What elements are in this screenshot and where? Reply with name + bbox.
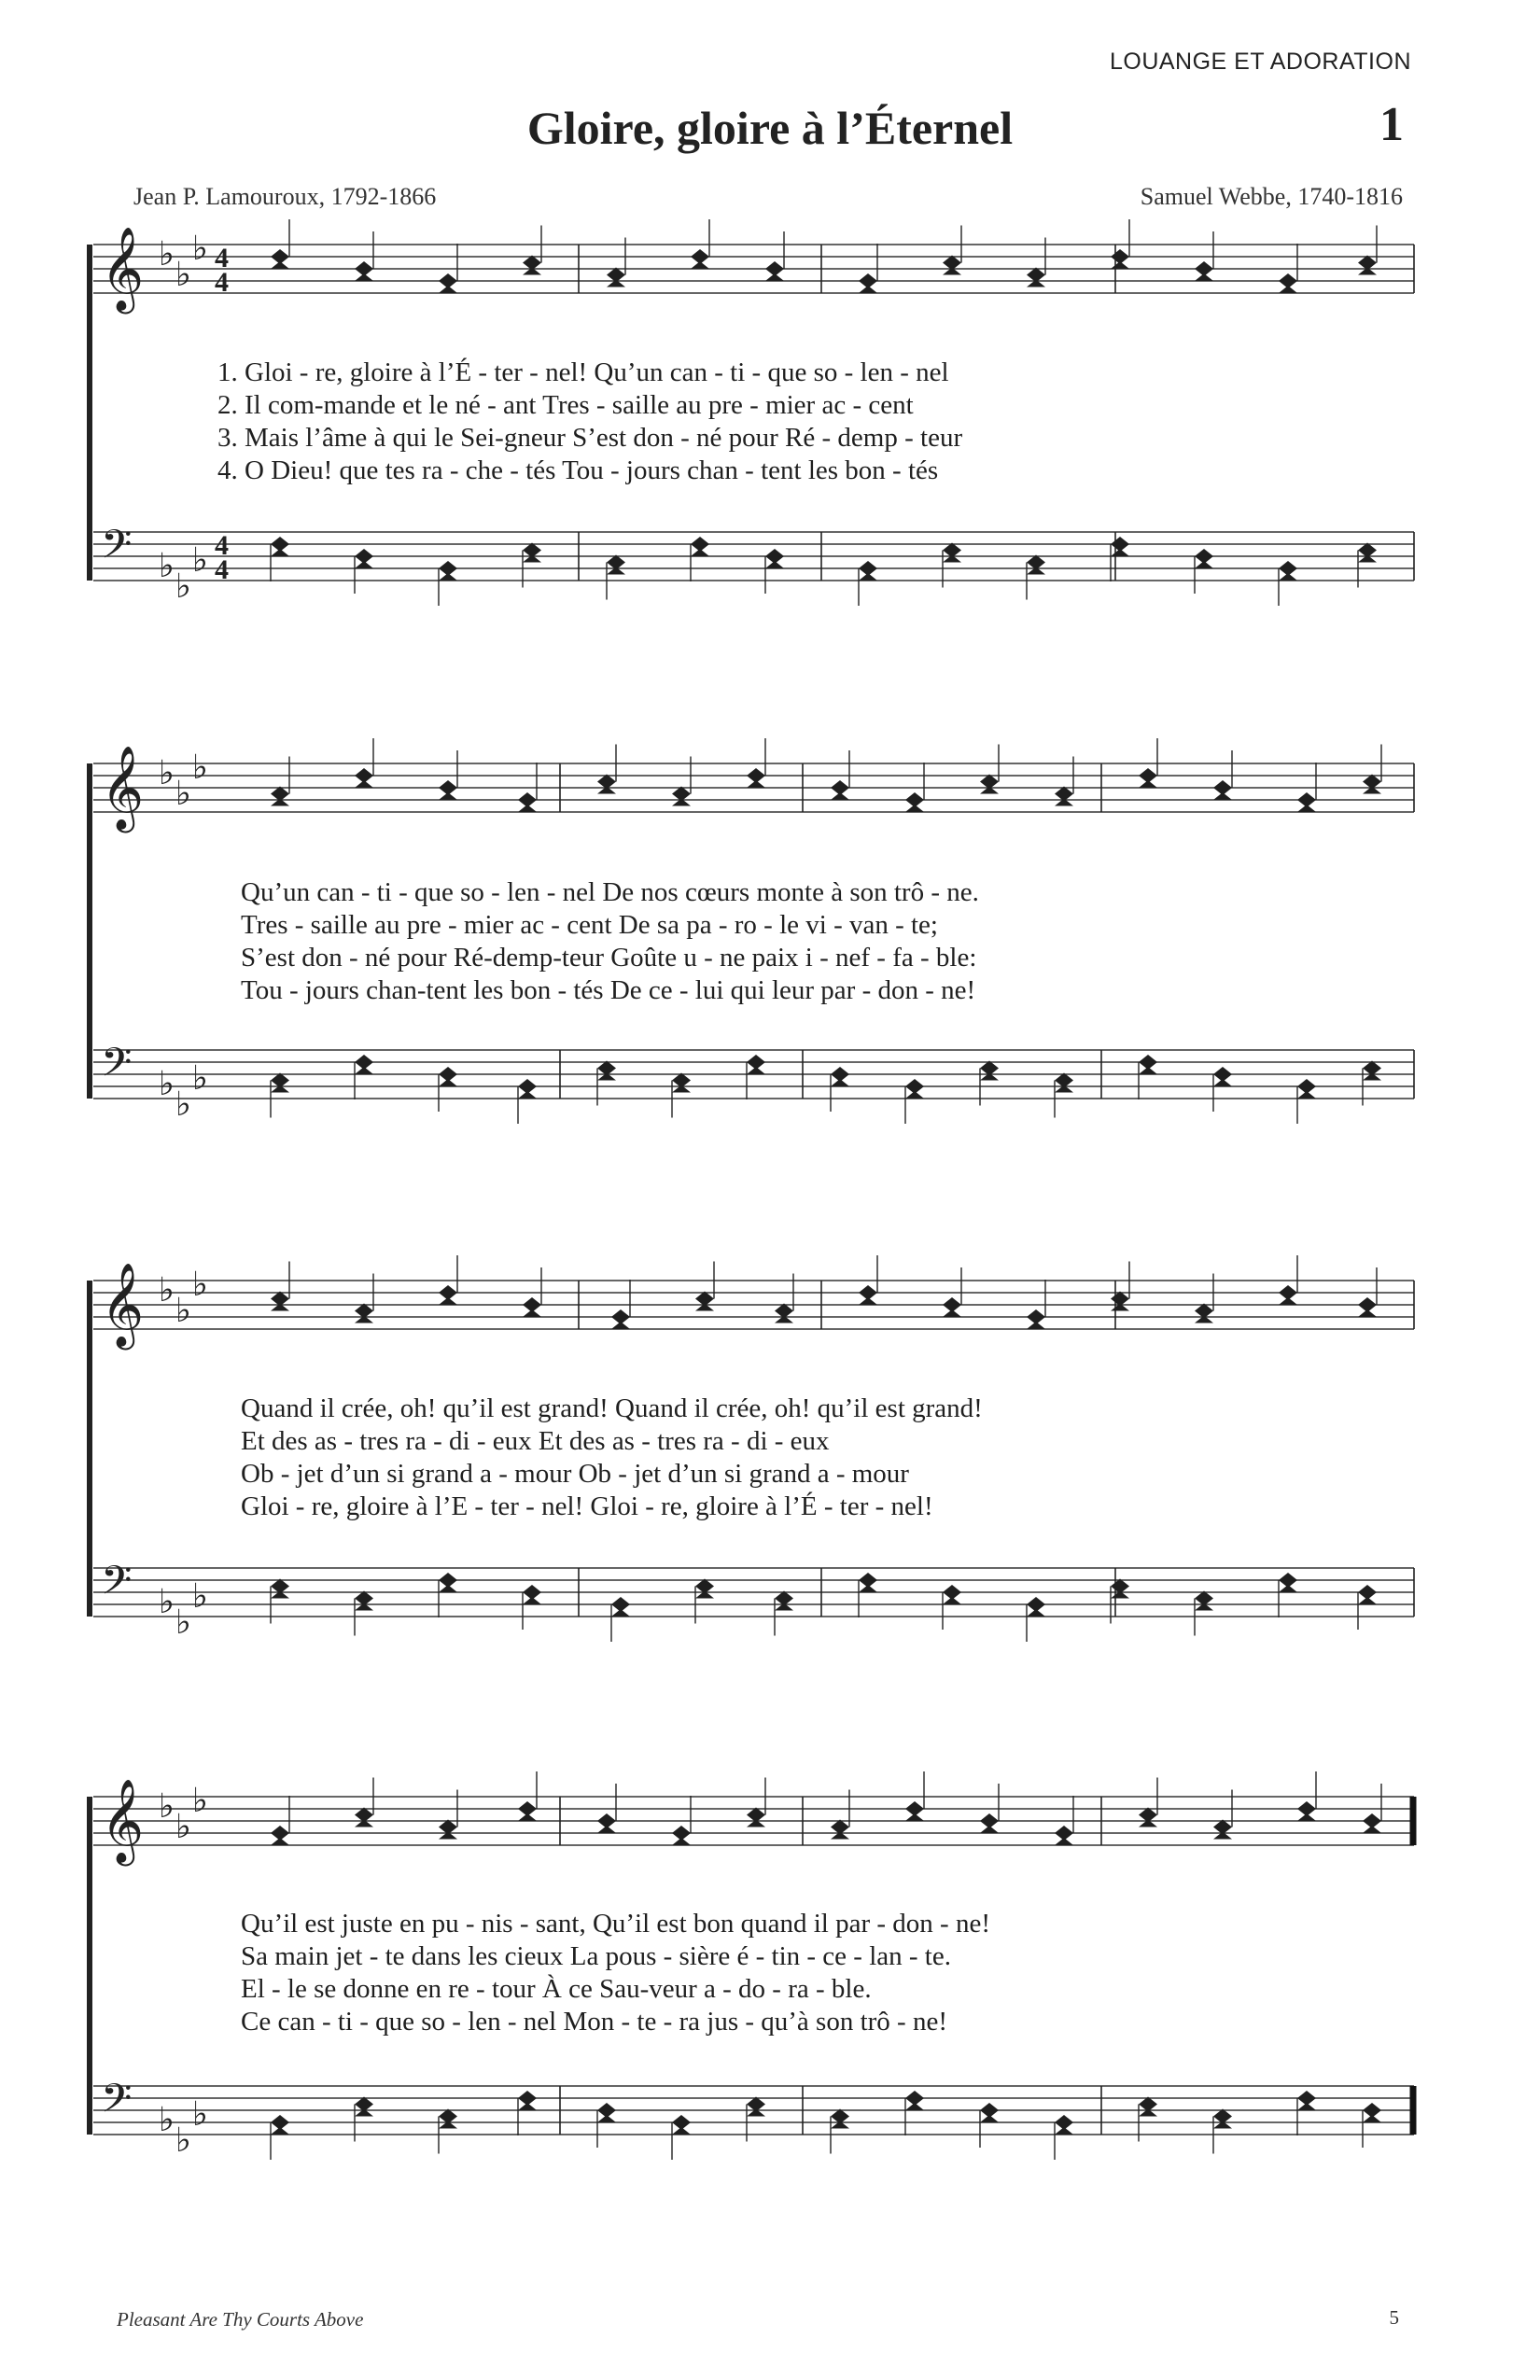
flat-icon: ♭ — [159, 1787, 175, 1826]
flat-icon: ♭ — [175, 256, 191, 294]
treble-clef-icon: 𝄞 — [101, 1779, 145, 1863]
note — [1213, 2109, 1232, 2154]
flat-icon: ♭ — [159, 2101, 175, 2139]
note — [355, 1055, 373, 1099]
flat-icon: ♭ — [192, 2095, 208, 2134]
lyric-line: Tou - jours chan-tent les bon - tés De ce - lui qui leur par - don - ne! — [241, 975, 976, 1005]
time-signature: 4 — [215, 267, 229, 298]
lyric-line: S’est don - né pour Ré-demp-teur Goûte u - ne paix i - nef - fa - ble: — [241, 943, 977, 973]
lyric-line: Ce can - ti - que so - len - nel Mon - te - ra jus - qu’à son trô - ne! — [241, 2007, 947, 2037]
flat-icon: ♭ — [175, 1603, 191, 1642]
flat-icon: ♭ — [192, 1266, 208, 1304]
flat-icon: ♭ — [159, 547, 175, 585]
note — [859, 1573, 877, 1617]
note — [831, 2109, 849, 2154]
lyric-line: 3. Mais l’âme à qui le Sei-gneur S’est don - né pour Ré - demp - teur — [217, 423, 963, 453]
note — [672, 1073, 691, 1118]
bass-staff — [93, 522, 1414, 606]
bass-clef-icon: 𝄢 — [101, 1040, 133, 1096]
hymn-title: Gloire, gloire à l’Éternel — [526, 102, 1014, 154]
note — [1195, 1591, 1213, 1636]
note — [597, 2103, 616, 2148]
flat-icon: ♭ — [192, 541, 208, 580]
bass-clef-icon: 𝄢 — [101, 1558, 133, 1614]
note — [1111, 537, 1129, 581]
lyric-line: 1. Gloi - re, gloire à l’É - ter - nel! Qu’un can - ti - que so - len - nel — [217, 357, 949, 387]
note — [905, 2091, 924, 2135]
note — [943, 1585, 961, 1630]
note — [775, 1591, 793, 1636]
flat-icon: ♭ — [175, 1808, 191, 1846]
composer-credit: Samuel Webbe, 1740-1816 — [1140, 183, 1403, 210]
flat-icon: ♭ — [175, 2121, 191, 2160]
note — [355, 1778, 373, 1827]
note — [747, 1055, 765, 1099]
flat-icon: ♭ — [159, 1583, 175, 1621]
note — [271, 1262, 289, 1311]
lyric-line: Et des as - tres ra - di - eux Et des as - tres ra - di - eux — [241, 1426, 830, 1456]
note — [523, 226, 541, 275]
section-label: LOUANGE ET ADORATION — [1109, 49, 1411, 75]
note — [943, 226, 961, 275]
note — [1279, 1573, 1297, 1617]
note — [1139, 1778, 1157, 1827]
note — [1055, 1073, 1073, 1118]
note — [355, 1591, 373, 1636]
note — [1195, 549, 1213, 594]
lyric-line: El - le se donne en re - tour À ce Sau-veur a - do - ra - ble. — [241, 1974, 872, 2004]
note — [905, 1079, 924, 1124]
lyric-line: Gloi - re, gloire à l’E - ter - nel! Gloi - re, gloire à l’É - ter - nel! — [241, 1491, 933, 1521]
source-credit: Pleasant Are Thy Courts Above — [117, 2308, 364, 2331]
note — [1358, 1585, 1377, 1630]
flat-icon: ♭ — [192, 1577, 208, 1616]
treble-staff — [93, 1255, 1414, 1351]
page-number: 5 — [1389, 2306, 1399, 2329]
flat-icon: ♭ — [159, 235, 175, 273]
note — [523, 1585, 541, 1630]
note — [439, 1067, 457, 1112]
note — [439, 1573, 457, 1617]
note — [1363, 745, 1381, 794]
note — [1363, 2103, 1381, 2148]
lyric-line: 2. Il com-mande et le né - ant Tres - saille au pre - mier ac - cent — [217, 390, 914, 420]
note — [1358, 226, 1377, 275]
note — [1297, 1079, 1316, 1124]
flat-icon: ♭ — [159, 754, 175, 792]
flat-icon: ♭ — [175, 1292, 191, 1330]
bass-staff — [93, 1558, 1414, 1642]
note — [518, 1079, 537, 1124]
note — [980, 745, 999, 794]
note — [271, 537, 289, 581]
flat-icon: ♭ — [175, 1085, 191, 1124]
note — [439, 561, 457, 606]
note — [691, 537, 709, 581]
note — [1139, 1055, 1157, 1099]
flat-icon: ♭ — [192, 1059, 208, 1098]
note — [765, 549, 784, 594]
flat-icon: ♭ — [192, 749, 208, 787]
bass-staff — [93, 2076, 1414, 2160]
note — [1213, 1067, 1232, 1112]
flat-icon: ♭ — [192, 230, 208, 268]
flat-icon: ♭ — [192, 1782, 208, 1820]
note — [271, 2115, 289, 2160]
note — [672, 2115, 691, 2160]
note — [831, 1067, 849, 1112]
hymn-number: 1 — [1379, 98, 1404, 151]
lyric-line: Ob - jet d’un si grand a - mour Ob - jet d’un si grand a - mour — [241, 1459, 909, 1489]
bass-staff — [93, 1040, 1414, 1124]
treble-clef-icon: 𝄞 — [101, 227, 145, 311]
note — [607, 555, 625, 600]
treble-staff — [93, 219, 1414, 315]
time-signature: 4 — [215, 530, 229, 561]
note — [1111, 1262, 1129, 1311]
lyricist-credit: Jean P. Lamouroux, 1792-1866 — [133, 183, 437, 210]
note — [518, 2091, 537, 2135]
lyric-line: Qu’un can - ti - que so - len - nel De nos cœurs monte à son trô - ne. — [241, 877, 979, 907]
flat-icon: ♭ — [159, 1271, 175, 1309]
lyric-line: 4. O Dieu! que tes ra - che - tés Tou - jours chan - tent les bon - tés — [217, 455, 939, 485]
note — [271, 1073, 289, 1118]
time-signature: 4 — [215, 243, 229, 273]
lyric-line: Quand il crée, oh! qu’il est grand! Quand il crée, oh! qu’il est grand! — [241, 1393, 983, 1423]
note — [1055, 2115, 1073, 2160]
note — [859, 561, 877, 606]
treble-clef-icon: 𝄞 — [101, 1263, 145, 1347]
note — [439, 2109, 457, 2154]
note — [355, 549, 373, 594]
bass-clef-icon: 𝄢 — [101, 522, 133, 578]
flat-icon: ♭ — [175, 567, 191, 606]
note — [980, 2103, 999, 2148]
lyric-line: Tres - saille au pre - mier ac - cent De sa pa - ro - le vi - van - te; — [241, 910, 938, 940]
note — [1027, 1597, 1045, 1642]
note — [1297, 2091, 1316, 2135]
bass-clef-icon: 𝄢 — [101, 2076, 133, 2132]
flat-icon: ♭ — [159, 1065, 175, 1103]
note — [611, 1597, 630, 1642]
note — [1027, 555, 1045, 600]
note — [1279, 561, 1297, 606]
note — [695, 1262, 714, 1311]
treble-staff — [93, 1771, 1414, 1867]
note — [747, 1778, 765, 1827]
flat-icon: ♭ — [175, 775, 191, 813]
treble-clef-icon: 𝄞 — [101, 746, 145, 830]
note — [597, 745, 616, 794]
lyric-line: Qu’il est juste en pu - nis - sant, Qu’il est bon quand il par - don - ne! — [241, 1909, 990, 1939]
time-signature: 4 — [215, 554, 229, 585]
treble-staff — [93, 738, 1414, 833]
lyric-line: Sa main jet - te dans les cieux La pous - sière é - tin - ce - lan - te. — [241, 1941, 951, 1971]
